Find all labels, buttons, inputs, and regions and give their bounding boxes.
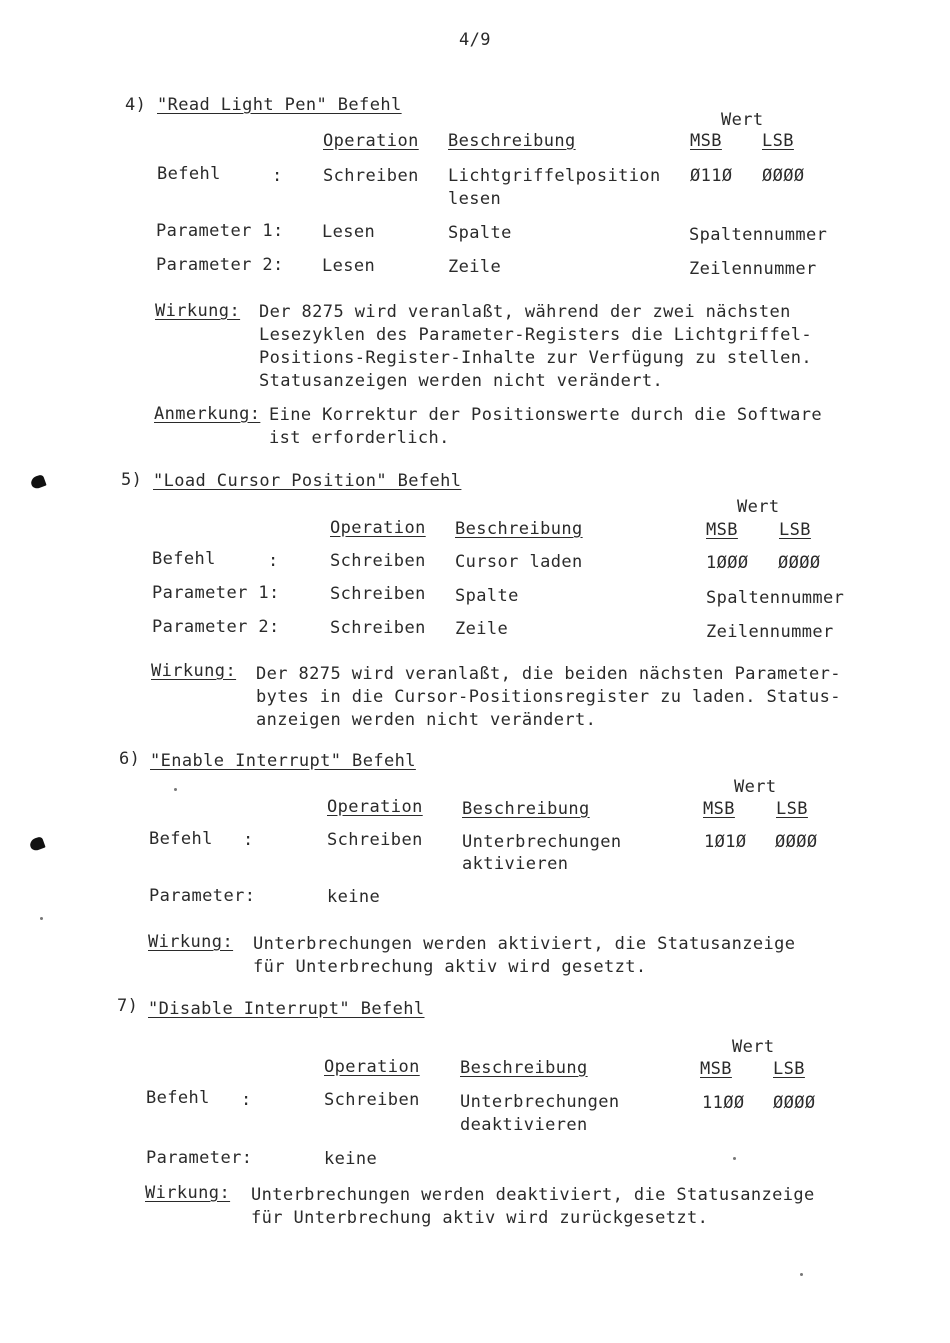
header-operation: Operation bbox=[323, 131, 419, 151]
header-beschreibung: Beschreibung bbox=[448, 131, 576, 151]
header-beschreibung: Beschreibung bbox=[462, 799, 590, 819]
row-description-cont: lesen bbox=[448, 189, 502, 209]
speck bbox=[40, 917, 43, 920]
row-description-cont: deaktivieren bbox=[460, 1115, 588, 1135]
row-label: Parameter 1: bbox=[152, 583, 280, 603]
text-line: für Unterbrechung aktiv wird zurückgesetzt. bbox=[251, 1208, 709, 1228]
row-operation: Schreiben bbox=[330, 618, 426, 638]
row-lsb: ØØØØ bbox=[762, 166, 805, 186]
wirkung-label: Wirkung: bbox=[155, 301, 241, 321]
row-description: Zeile bbox=[455, 619, 509, 639]
header-lsb: LSB bbox=[779, 520, 811, 540]
row-operation: Schreiben bbox=[323, 166, 419, 186]
section-title: "Load Cursor Position" Befehl bbox=[153, 471, 462, 491]
row-description-cont: aktivieren bbox=[462, 854, 569, 874]
row-label: Parameter: bbox=[146, 1148, 253, 1168]
section-number: 5) bbox=[121, 470, 143, 490]
row-operation: keine bbox=[327, 887, 381, 907]
text-line: ist erforderlich. bbox=[269, 428, 450, 448]
header-msb: MSB bbox=[703, 799, 735, 819]
wirkung-text bbox=[256, 663, 841, 732]
row-lsb: ØØØØ bbox=[773, 1093, 816, 1113]
text-line: bytes in die Cursor-Positionsregister zu laden. Status- bbox=[256, 687, 841, 707]
section-number: 4) bbox=[125, 95, 147, 115]
header-lsb: LSB bbox=[762, 131, 794, 151]
text-line: Der 8275 wird veranlaßt, während der zwei nächsten bbox=[259, 302, 791, 322]
row-operation: Schreiben bbox=[330, 584, 426, 604]
row-label: Befehl bbox=[157, 164, 221, 184]
punch-hole-mark bbox=[29, 474, 46, 490]
wirkung-text bbox=[253, 933, 795, 979]
header-lsb: LSB bbox=[776, 799, 808, 819]
header-operation: Operation bbox=[330, 518, 426, 538]
text-line: Unterbrechungen werden aktiviert, die Statusanzeige bbox=[253, 934, 796, 954]
header-operation: Operation bbox=[327, 797, 423, 817]
punch-hole-mark bbox=[28, 836, 45, 852]
text-line: Lesezyklen des Parameter-Registers die Lichtgriffel- bbox=[259, 325, 813, 345]
row-operation: Schreiben bbox=[327, 830, 423, 850]
row-colon: : bbox=[268, 551, 279, 571]
row-label: Befehl bbox=[149, 829, 213, 849]
row-msb: 11ØØ bbox=[702, 1093, 745, 1113]
row-description: Spalte bbox=[455, 586, 519, 606]
row-lsb: ØØØØ bbox=[778, 553, 821, 573]
header-wert: Wert bbox=[732, 1037, 775, 1057]
speck bbox=[733, 1157, 736, 1160]
row-description: Spalte bbox=[448, 223, 512, 243]
row-colon: : bbox=[241, 1090, 252, 1110]
row-operation: Lesen bbox=[322, 222, 376, 242]
row-label: Parameter 1: bbox=[156, 221, 284, 241]
wirkung-label: Wirkung: bbox=[151, 661, 237, 681]
row-operation: Schreiben bbox=[324, 1090, 420, 1110]
wirkung-label: Wirkung: bbox=[148, 932, 234, 952]
text-line: für Unterbrechung aktiv wird gesetzt. bbox=[253, 957, 647, 977]
row-label: Parameter: bbox=[149, 886, 256, 906]
wirkung-label: Wirkung: bbox=[145, 1183, 231, 1203]
section-number: 6) bbox=[119, 749, 141, 769]
row-label: Parameter 2: bbox=[156, 255, 284, 275]
section-title: "Read Light Pen" Befehl bbox=[157, 95, 402, 115]
row-operation: keine bbox=[324, 1149, 378, 1169]
page-number: 4/9 bbox=[459, 30, 491, 50]
header-wert: Wert bbox=[721, 110, 764, 130]
anmerkung-text bbox=[269, 404, 822, 450]
row-lsb: ØØØØ bbox=[775, 832, 818, 852]
header-operation: Operation bbox=[324, 1057, 420, 1077]
row-operation: Schreiben bbox=[330, 551, 426, 571]
row-description: Lichtgriffelposition bbox=[448, 166, 661, 186]
text-line: Der 8275 wird veranlaßt, die beiden nächsten Parameter- bbox=[256, 664, 841, 684]
section-title: "Disable Interrupt" Befehl bbox=[148, 999, 425, 1019]
speck bbox=[800, 1273, 803, 1276]
row-msb: 1ØØØ bbox=[706, 553, 749, 573]
row-description: Unterbrechungen bbox=[460, 1092, 620, 1112]
wirkung-text bbox=[259, 301, 812, 393]
section-title: "Enable Interrupt" Befehl bbox=[150, 751, 416, 771]
anmerkung-label: Anmerkung: bbox=[154, 404, 261, 424]
row-description: Unterbrechungen bbox=[462, 832, 622, 852]
header-wert: Wert bbox=[737, 497, 780, 517]
header-beschreibung: Beschreibung bbox=[455, 519, 583, 539]
row-label: Parameter 2: bbox=[152, 617, 280, 637]
row-description: Cursor laden bbox=[455, 552, 583, 572]
row-colon: : bbox=[272, 166, 283, 186]
row-value: Zeilennummer bbox=[689, 259, 817, 279]
text-line: Positions-Register-Inhalte zur Verfügung zu stellen. bbox=[259, 348, 813, 368]
header-msb: MSB bbox=[706, 520, 738, 540]
text-line: Unterbrechungen werden deaktiviert, die Statusanzeige bbox=[251, 1185, 815, 1205]
text-line: Eine Korrektur der Positionswerte durch die Software bbox=[269, 405, 823, 425]
header-beschreibung: Beschreibung bbox=[460, 1058, 588, 1078]
header-msb: MSB bbox=[700, 1059, 732, 1079]
row-label: Befehl bbox=[146, 1088, 210, 1108]
wirkung-text bbox=[251, 1184, 815, 1230]
row-colon: : bbox=[243, 830, 254, 850]
header-msb: MSB bbox=[690, 131, 722, 151]
row-msb: Ø11Ø bbox=[690, 166, 733, 186]
row-label: Befehl bbox=[152, 549, 216, 569]
row-value: Spaltennummer bbox=[689, 225, 828, 245]
speck bbox=[174, 788, 177, 791]
row-description: Zeile bbox=[448, 257, 502, 277]
text-line: Statusanzeigen werden nicht verändert. bbox=[259, 371, 664, 391]
text-line: anzeigen werden nicht verändert. bbox=[256, 710, 597, 730]
row-value: Spaltennummer bbox=[706, 588, 845, 608]
section-number: 7) bbox=[117, 996, 139, 1016]
row-value: Zeilennummer bbox=[706, 622, 834, 642]
header-wert: Wert bbox=[734, 777, 777, 797]
row-operation: Lesen bbox=[322, 256, 376, 276]
row-msb: 1Ø1Ø bbox=[704, 832, 747, 852]
header-lsb: LSB bbox=[773, 1059, 805, 1079]
